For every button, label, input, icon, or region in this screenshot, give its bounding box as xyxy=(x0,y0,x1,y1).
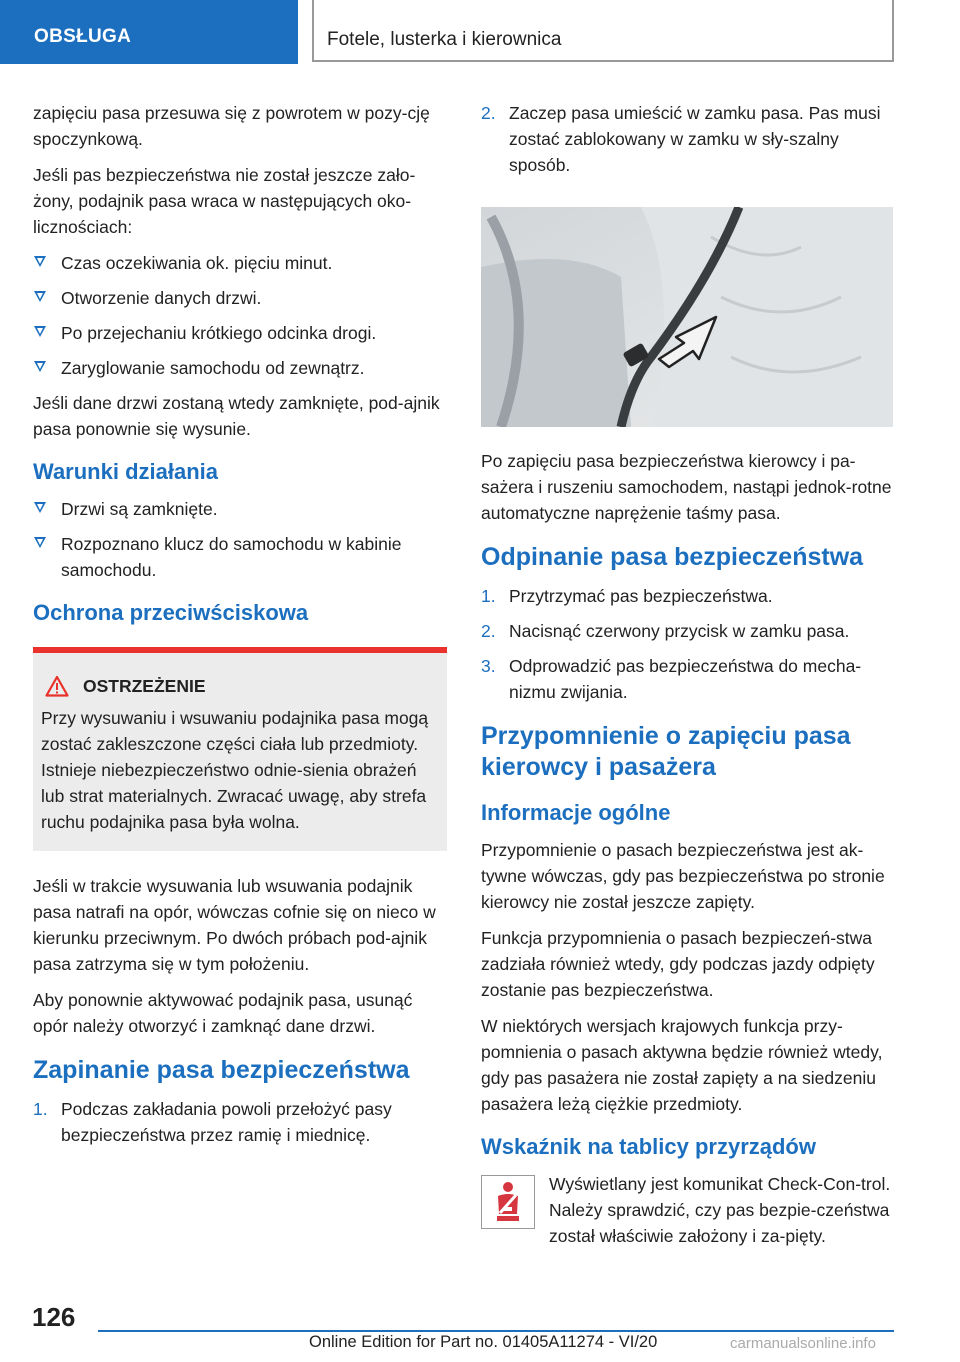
paragraph: Po zapięciu pasa bezpieczeństwa kierowcy i pa-sażera i ruszeniu samochodem, nastąpi jednok-rotne automatyczne naprężenie taśmy pasa. xyxy=(481,451,892,523)
left-column xyxy=(33,100,447,1157)
bullet-list xyxy=(33,496,447,583)
paragraph: Jeśli pas bezpieczeństwa nie został jeszcze zało-żony, podajnik pasa wraca w następujących oko-licznościach: xyxy=(33,165,416,237)
seatbelt-buckle-photo xyxy=(481,207,893,427)
triangle-bullet-icon xyxy=(34,361,46,372)
header-section-label: OBSŁUGA xyxy=(34,26,132,47)
header-section-tab xyxy=(0,0,298,64)
step-list xyxy=(481,100,893,178)
list-item: Po przejechaniu krótkiego odcinka drogi. xyxy=(33,320,447,346)
list-item: 2. Nacisnąć czerwony przycisk w zamku pasa. xyxy=(481,621,850,641)
step-list xyxy=(481,583,893,705)
indicator-block xyxy=(481,1171,893,1259)
list-item: 2. Zaczep pasa umieścić w zamku pasa. Pas musi zostać zablokowany w zamku w sły-szalny sposób. xyxy=(481,103,881,175)
right-column xyxy=(481,100,893,1259)
seatbelt-warning-icon xyxy=(481,1175,535,1229)
list-item: Otworzenie danych drzwi. xyxy=(33,285,447,311)
warning-text: Przy wysuwaniu i wsuwaniu podajnika pasa mogą zostać zakleszczone części ciała lub przedmioty. Istnieje niebezpieczeństwo odnie-sienia obrażeń lub strat materialnych. Zwracać uwagę, aby strefa ruchu podajnika pasa była wolna. xyxy=(41,708,429,832)
triangle-bullet-icon xyxy=(34,256,46,267)
footer-divider xyxy=(98,1330,894,1332)
chapter-heading: Przypomnienie o zapięciu pasa kierowcy i pasażera xyxy=(481,722,851,781)
section-heading: Wskaźnik na tablicy przyrządów xyxy=(481,1134,816,1159)
header-chapter xyxy=(312,0,894,62)
warning-triangle-icon xyxy=(45,675,69,697)
triangle-bullet-icon xyxy=(34,326,46,337)
page-number: 126 xyxy=(32,1302,76,1332)
list-item: Zaryglowanie samochodu od zewnątrz. xyxy=(33,355,447,381)
bullet-list xyxy=(33,250,447,381)
watermark: carmanualsonline.info xyxy=(730,1335,876,1352)
footer-edition: Online Edition for Part no. 01405A11274 - VI/20 xyxy=(309,1333,658,1351)
warning-box xyxy=(33,647,447,851)
chapter-heading: Zapinanie pasa bezpieczeństwa xyxy=(33,1056,410,1084)
paragraph: Funkcja przypomnienia o pasach bezpieczeń-stwa zadziała również wtedy, gdy podczas jazdy odpięty zostanie pas bezpieczeństwa. xyxy=(481,928,875,1000)
list-item: Rozpoznano klucz do samochodu w kabinie samochodu. xyxy=(33,531,447,583)
paragraph: Aby ponownie aktywować podajnik pasa, usunąć opór należy otworzyć i zamknąć dane drzwi. xyxy=(33,990,413,1036)
section-heading: Warunki działania xyxy=(33,459,219,484)
triangle-bullet-icon xyxy=(34,502,46,513)
paragraph: Jeśli w trakcie wysuwania lub wsuwania podajnik pasa natrafi na opór, wówczas cofnie się on nieco w kierunku przeciwnym. Po dwóch próbach pod-ajnik pasa zatrzyma się w tym położeniu. xyxy=(33,876,436,974)
list-item: 1. Podczas zakładania powoli przełożyć pasy bezpieczeństwa przez ramię i miednicę. xyxy=(33,1099,392,1145)
paragraph: W niektórych wersjach krajowych funkcja przy-pomnienia o pasach aktywna będzie również wtedy, gdy pas pasażera nie został zapięty a na siedzeniu pasażera leżą ciężkie przedmioty. xyxy=(481,1016,883,1114)
paragraph: Jeśli dane drzwi zostaną wtedy zamknięte, pod-ajnik pasa ponownie się wysunie. xyxy=(33,393,440,439)
warning-title: OSTRZEŻENIE xyxy=(41,675,433,697)
list-item: 1. Przytrzymać pas bezpieczeństwa. xyxy=(481,586,773,606)
paragraph: Wyświetlany jest komunikat Check-Con-trol. Należy sprawdzić, czy pas bezpie-czeństwa został właściwie założony i za-pięty. xyxy=(549,1174,891,1246)
chapter-heading: Odpinanie pasa bezpieczeństwa xyxy=(481,543,864,571)
triangle-bullet-icon xyxy=(34,537,46,548)
list-item: Czas oczekiwania ok. pięciu minut. xyxy=(33,250,447,276)
step-list xyxy=(33,1096,447,1148)
paragraph: zapięciu pasa przesuwa się z powrotem w pozy-cję spoczynkową. xyxy=(33,103,430,149)
triangle-bullet-icon xyxy=(34,291,46,302)
list-item: Drzwi są zamknięte. xyxy=(33,496,447,522)
paragraph: Przypomnienie o pasach bezpieczeństwa jest ak-tywne wówczas, gdy pas bezpieczeństwa po stronie kierowcy nie został jeszcze zapięty. xyxy=(481,840,885,912)
list-item: 3. Odprowadzić pas bezpieczeństwa do mecha-nizmu zwijania. xyxy=(481,656,862,702)
section-heading: Informacje ogólne xyxy=(481,800,671,825)
section-heading: Ochrona przeciwściskowa xyxy=(33,600,309,625)
header-chapter-label: Fotele, lusterka i kierownica xyxy=(327,29,562,50)
